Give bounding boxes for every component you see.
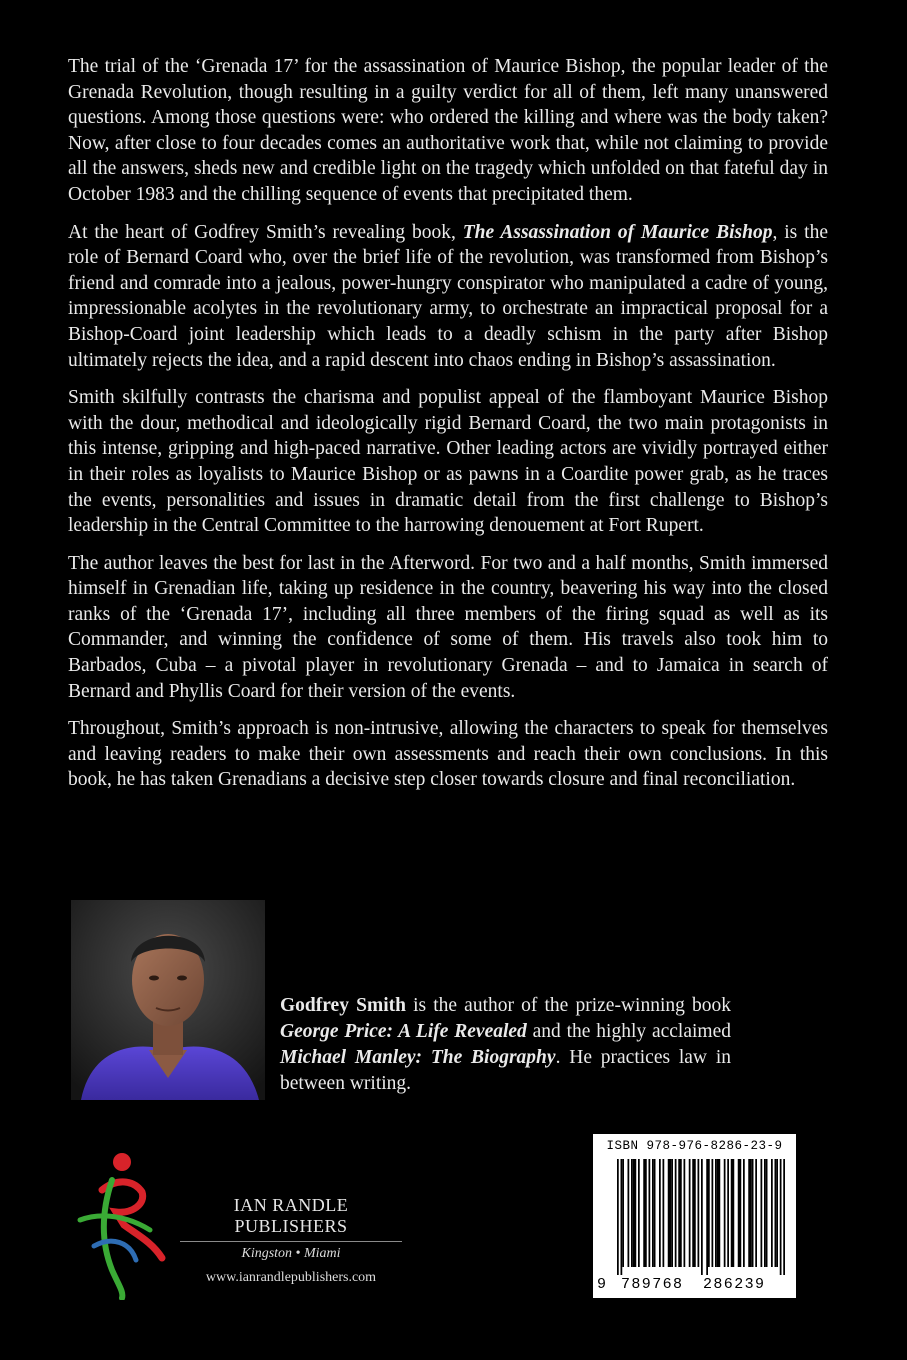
barcode-bar	[628, 1159, 630, 1267]
barcode-bar	[738, 1159, 740, 1267]
barcode-bar	[748, 1159, 750, 1267]
barcode-bars	[607, 1159, 785, 1277]
barcode-bar	[631, 1159, 633, 1267]
barcode-bar	[750, 1159, 752, 1267]
barcode-bar	[727, 1159, 729, 1267]
barcode-bar	[684, 1159, 686, 1267]
author-photo	[71, 900, 265, 1100]
barcode-bar	[717, 1159, 719, 1267]
barcode-bar	[764, 1159, 766, 1267]
publisher-cities: Kingston • Miami	[241, 1246, 341, 1261]
barcode-bar	[706, 1159, 708, 1275]
barcode-bar	[659, 1159, 661, 1267]
bio-text: . He practices law in between writing.	[280, 1047, 731, 1094]
author-portrait	[71, 900, 265, 1100]
barcode-bar	[719, 1159, 721, 1267]
barcode-bar	[645, 1159, 647, 1267]
barcode-bar	[635, 1159, 637, 1267]
barcode-bar	[633, 1159, 635, 1267]
barcode-bar	[780, 1159, 782, 1275]
barcode-bar	[649, 1159, 651, 1267]
barcode-bar	[776, 1159, 778, 1267]
barcode-bar	[675, 1159, 677, 1267]
barcode-bar	[654, 1159, 656, 1267]
barcode-bar	[622, 1159, 624, 1267]
barcode-bar	[694, 1159, 696, 1267]
barcode-digit-first: 9	[597, 1276, 608, 1293]
barcode-digits-left: 789768	[621, 1276, 684, 1293]
barcode-bar	[715, 1159, 717, 1267]
barcode-bar	[743, 1159, 745, 1267]
barcode-bar	[740, 1159, 742, 1267]
blurb-text: At the heart of Godfrey Smith’s revealing book,	[68, 221, 463, 243]
author-name: Godfrey Smith	[280, 995, 406, 1016]
barcode-bar	[752, 1159, 754, 1267]
isbn-label: ISBN 978-976-8286-23-9	[606, 1139, 783, 1153]
barcode-bar	[783, 1159, 785, 1275]
blurb-paragraph: The trial of the ‘Grenada 17’ for the assassination of Maurice Bishop, the popular leader of the Grenada Revolution, though resulting in a guilty verdict for all of them, left many unanswered questions. Among those questions were: who ordered the killing and where was the body taken? Now, after close to four decades comes an authoritative work that, while not claiming to provide all the answers, sheds new and credible light on the tragedy which unfolded on that fateful day in October 1983 and the chilling sequence of events that precipitated them.	[68, 56, 828, 205]
barcode-bar	[643, 1159, 645, 1267]
barcode-bar	[724, 1159, 726, 1267]
barcode-bar	[670, 1159, 672, 1267]
publisher-name: IAN RANDLE PUBLISHERS	[180, 1195, 402, 1242]
isbn-barcode	[593, 1134, 796, 1298]
barcode-bar	[621, 1159, 623, 1275]
barcode-bar	[617, 1159, 619, 1275]
publisher-logo	[72, 1150, 172, 1300]
barcode-bar	[652, 1159, 654, 1267]
book-title: George Price: A Life Revealed	[280, 1021, 527, 1042]
barcode-bar	[680, 1159, 682, 1267]
barcode-digits-right: 286239	[703, 1276, 766, 1293]
barcode-bar	[678, 1159, 680, 1267]
back-cover-blurb	[68, 54, 828, 805]
barcode-bar	[733, 1159, 735, 1267]
blurb-paragraph: The author leaves the best for last in the Afterword. For two and a half months, Smith immersed himself in Grenadian life, taking up residence in the country, beavering his way into the closed ranks of the ‘Grenada 17’, including all three members of the firing squad as well as its Commander, and winning the confidence of some of them. His travels also took him to Barbados, Cuba – a pivotal player in revolutionary Grenada – and to Jamaica in search of Bernard and Phyllis Coard for their version of the events.	[68, 552, 828, 702]
barcode-bar	[638, 1159, 640, 1267]
author-bio	[280, 993, 731, 1097]
ir-logo-icon	[72, 1150, 172, 1300]
barcode-bar	[668, 1159, 670, 1267]
book-title: Michael Manley: The Biography	[280, 1047, 556, 1068]
barcode-bar	[771, 1159, 773, 1267]
blurb-paragraph: Throughout, Smith’s approach is non-intrusive, allowing the characters to speak for themselves and leaving readers to make their own assessments and reach their own conclusions. In this book, he has taken Grenadians a decisive step closer towards closure and final reconciliation.	[68, 718, 828, 791]
barcode-bar	[766, 1159, 768, 1267]
barcode-bar	[755, 1159, 757, 1267]
bio-text: is the author of the prize-winning book	[405, 995, 731, 1016]
barcode-bar	[671, 1159, 673, 1267]
barcode-bar	[701, 1159, 703, 1275]
barcode-bar	[689, 1159, 691, 1267]
publisher-info	[180, 1195, 402, 1286]
barcode-bar	[663, 1159, 665, 1267]
barcode-bar	[698, 1159, 700, 1267]
blurb-paragraph	[68, 220, 828, 374]
blurb-paragraph: Smith skilfully contrasts the charisma and populist appeal of the flamboyant Maurice Bishop with the dour, methodical and ideologically rigid Bernard Coard, the two main protagonists in this intense, gripping and high-paced narrative. Other leading actors are vividly portrayed either in their roles as loyalists to Maurice Bishop or as pawns in a Coardite power grab, as he traces the events, personalities and issues in dramatic detail from the first challenge to Bishop’s leadership in the Central Committee to the harrowing denouement at Fort Rupert.	[68, 387, 828, 537]
barcode-bar	[761, 1159, 763, 1267]
barcode-bar	[731, 1159, 733, 1267]
barcode-bar	[775, 1159, 777, 1267]
barcode-bar	[692, 1159, 694, 1267]
book-title: The Assassination of Maurice Bishop	[462, 221, 773, 243]
publisher-url: www.ianrandlepublishers.com	[205, 1270, 377, 1285]
bio-text: and the highly acclaimed	[526, 1021, 731, 1042]
barcode-bar	[712, 1159, 714, 1267]
blurb-text: , is the role of Bernard Coard who, over the brief life of the revolution, was transformed from Bishop’s friend and comrade into a jealous, power-hungry conspirator who manipulated a cadre of young, impressionable acolytes in the revolutionary army, to orchestrate an impractical proposal for a Bishop-Coard joint leadership which leads to a deadly schism in the party after Bishop ultimately rejects the idea, and a rapid descent into chaos ending in Bishop’s assassination.	[68, 221, 828, 371]
barcode-bar	[708, 1159, 710, 1267]
